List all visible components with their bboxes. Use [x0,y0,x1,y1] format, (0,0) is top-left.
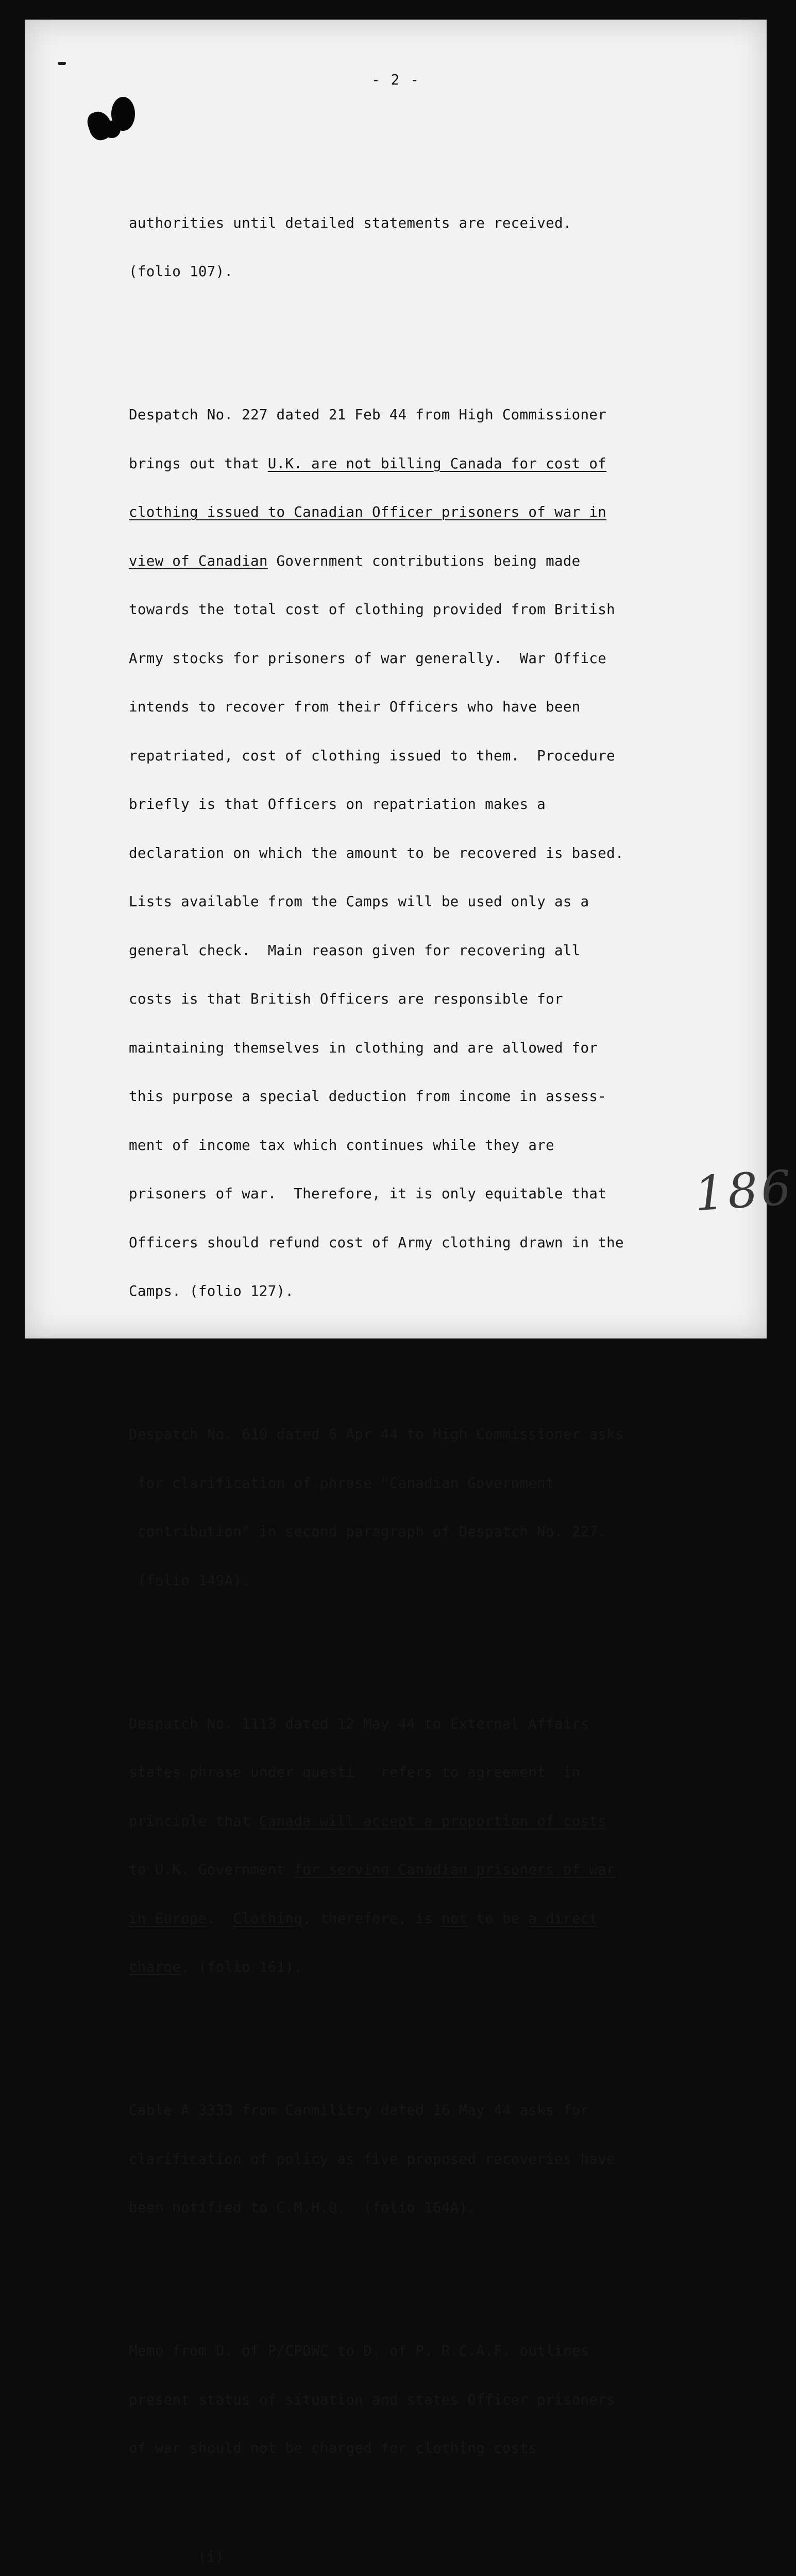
underlined-text: clothing issued to Canadian Officer prisoners of war in [129,504,607,520]
handwritten-folio-number: 186 [692,1160,796,1222]
text-line: prisoners of war. Therefore, it is only equitable that [129,1185,607,1202]
text-line: maintaining themselves in clothing and are allowed for [129,1039,598,1056]
underlined-text: Clothing [233,1910,303,1927]
paragraph-3 [129,1394,711,1621]
edge-mark [58,62,66,65]
underlined-text: charge [129,1959,181,1975]
text-line [129,456,711,472]
text-line [129,553,711,570]
text-line: declaration on which the amount to be recovered is based. [129,844,624,861]
text-line: intends to recover from their Officers who have been [129,699,581,715]
underlined-text: not [441,1910,468,1927]
underlined-text: U.K. are not billing Canada for cost of [267,455,607,472]
underlined-text: for serving Canadian prisoners of war [294,1861,615,1878]
memo-body [129,134,711,2576]
text-line: Cable A 3333 from Canmilitry dated 16 May 44 asks for [129,2102,589,2119]
list-item [129,2549,711,2576]
text-line: repatriated, cost of clothing issued to them. Procedure [129,747,615,764]
text-fragment: . [207,1910,233,1927]
text-line: authorities until detailed statements are received. [129,214,572,231]
text-line: clarification of policy as five proposed recoveries have [129,2150,615,2167]
text-fragment: principle that [129,1812,259,1829]
text-line: of war should not be charged for clothing costs [129,2440,537,2456]
paragraph-4 [129,1684,711,2008]
text-fragment: Government contributions being made [267,552,581,569]
text-line: Despatch No. 227 dated 21 Feb 44 from High Commissioner [129,406,607,423]
paragraph-2 [129,375,711,1332]
text-line: present status of situation and states Officer prisoners [129,2391,615,2408]
text-line: contribution" in second paragraph of Despatch No. 227. [129,1523,607,1540]
text-fragment: brings out that [129,455,268,472]
paragraph-6 [129,2311,711,2489]
text-line: this purpose a special deduction from income in assess- [129,1088,607,1105]
list-text [235,2549,609,2576]
text-fragment: , therefore, is [302,1910,442,1927]
text-line: Memo from D. of P/CPOWC to D. of P. R.C.A.F. outlines [129,2343,589,2359]
text-line: Despatch No. 1113 dated 12 May 44 to External Affairs [129,1715,589,1732]
text-line [129,1959,711,1976]
text-line: (folio 149A). [129,1572,250,1589]
underlined-text: a direct [528,1910,598,1927]
text-line [129,1911,711,1927]
paragraph-1 [129,183,711,313]
text-line: briefly is that Officers on repatriation makes a [129,796,546,812]
underlined-text: view of Canadian [129,552,268,569]
text-line: ment of income tax which continues while they are [129,1137,554,1154]
text-line: Officers should refund cost of Army clothing drawn in the [129,1234,624,1251]
text-line: (folio 107). [129,263,233,280]
text-line: Despatch No. 610 dated 6 Apr 44 to High Commissioner asks [129,1426,624,1443]
document-page [25,20,796,2565]
text-line [129,1814,711,1830]
text-line: Camps. (folio 127). [129,1283,294,1299]
text-fragment: to be [467,1910,529,1927]
text-line: Lists available from the Camps will be used only as a [129,893,589,910]
text-line: states phrase under questi refers to agreement in [129,1764,581,1781]
paragraph-5 [129,2070,711,2249]
list-marker: (i) [198,2549,224,2565]
text-line: for clarification of phrase "Canadian Government [129,1475,554,1492]
text-line: Army stocks for prisoners of war generally. War Office [129,650,607,667]
underlined-text: in Europe [129,1910,207,1927]
text-fragment: . (folio 161). [181,1959,303,1975]
text-line: been notified to C.M.H.Q. (folio 164A). [129,2199,477,2216]
text-fragment: to U.K. Government [129,1861,294,1878]
text-line [129,1862,711,1878]
text-line [129,504,711,521]
text-line: costs is that British Officers are responsible for [129,991,563,1007]
page-number: - 2 - [371,71,420,88]
text-line: general check. Main reason given for recovering all [129,942,581,959]
underlined-text: Canada will accept a proportion of costs [259,1812,607,1829]
text-line: towards the total cost of clothing provided from British [129,601,615,618]
punch-hole-mark [103,121,121,138]
